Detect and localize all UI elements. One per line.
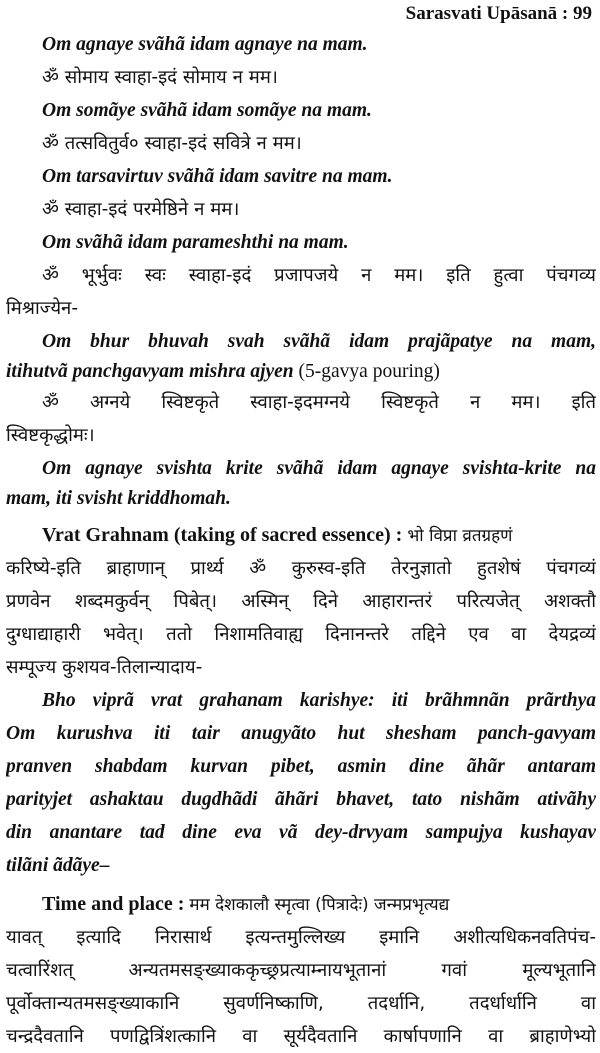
devanagari-text: भो विप्रा व्रतग्रहणं: [407, 526, 513, 546]
devanagari-line: सम्पूज्य कुशयव-तिलान्यादाय-: [6, 657, 203, 678]
roman-line: pranven shabdam kurvan pibet, asmin dine ãhãr antaram: [6, 756, 596, 777]
roman-line: Om agnaye svishta krite svãhã idam agnaye svishta-krite na: [42, 458, 596, 479]
devanagari-line: करिष्ये-इति ब्राहाणान् प्रार्थ्य ॐ कुरुस्व-इति तेरनुज्ञातो हुतशेषं पंचगव्यं: [6, 558, 596, 579]
roman-line: Om bhur bhuvah svah svãhã idam prajãpatye na mam,: [42, 331, 596, 352]
roman-line: din anantare tad dine eva vã dey-drvyam sampujya kushayav: [6, 822, 596, 843]
devanagari-line: दुग्धाद्याहारी भवेत्। ततो निशामतिवाह्य दिनानन्तरे तद्दिने एव वा देयद्रव्यं: [6, 624, 596, 645]
devanagari-line: ॐ अग्नये स्विष्टकृते स्वाहा-इदमग्नये स्विष्टकृते न मम। इति: [42, 392, 596, 413]
roman-line: Om tarsavirtuv svãhã idam savitre na mam.: [42, 166, 393, 187]
devanagari-line: चन्द्रदैवतानि पणद्वित्रिंशत्कानि वा सूर्यदैवतानि कार्षापणानि वा ब्राहाणेभ्यो: [6, 1026, 596, 1047]
devanagari-line: चत्वारिंशत् अन्यतमसङ्ख्याककृच्छ्रप्रत्याम्नायभूतानां गवां मूल्यभूतानि: [6, 960, 596, 981]
devanagari-line: ॐ स्वाहा-इदं परमेष्ठिने न मम।: [42, 199, 240, 220]
devanagari-line: स्विष्टकृद्धोमः।: [6, 425, 95, 446]
roman-line: [6, 358, 596, 386]
devanagari-line: ॐ सोमाय स्वाहा-इदं सोमाय न मम।: [42, 67, 278, 88]
devanagari-line: पूर्वोक्तान्यतमसङ्ख्याकानि सुवर्णनिष्काणि, तदर्धानि, तदर्धार्धानि वा: [6, 993, 596, 1014]
section-heading-line: [6, 888, 596, 921]
gloss-text: (5-gavya pouring): [298, 361, 440, 382]
devanagari-line: ॐ तत्सवितुर्व० स्वाहा-इदं सवित्रे न मम।: [42, 133, 302, 154]
roman-line: Om agnaye svãhã idam agnaye na mam.: [42, 34, 368, 55]
section-heading: Vrat Grahnam (taking of sacred essence) :: [42, 524, 408, 546]
devanagari-text: मम देशकालौ स्मृत्वा (पित्रादेः) जन्मप्रभृत्यद्य: [189, 895, 450, 915]
devanagari-line: मिश्राज्येन-: [6, 298, 78, 319]
roman-line: Om somãye svãhã idam somãye na mam.: [42, 100, 372, 121]
roman-line: mam, iti svisht kriddhomah.: [6, 488, 231, 509]
running-header: Sarasvati Upāsanā : 99: [405, 3, 592, 24]
section-heading: Time and place :: [42, 893, 190, 915]
roman-text: itihutvã panchgavyam mishra ajyen: [6, 361, 299, 382]
devanagari-line: ॐ भूर्भुवः स्वः स्वाहा-इदं प्रजापजये न मम। इति हुत्वा पंचगव्य: [42, 265, 596, 286]
roman-line: Om svãhã idam parameshthi na mam.: [42, 232, 349, 253]
section-heading-line: [6, 519, 596, 552]
roman-line: tilãni ãdãye–: [6, 855, 110, 876]
devanagari-line: यावत् इत्यादि निरासार्थ इत्यन्तमुल्लिख्य इमानि अशीत्यधिकनवतिपंच-: [6, 927, 596, 948]
roman-line: Om kurushva iti tair anugyãto hut shesham panch-gavyam: [6, 723, 596, 744]
roman-line: Bho viprã vrat grahanam karishye: iti brãhmnãn prãrthya: [42, 690, 596, 711]
devanagari-line: प्रणवेन शब्दमकुर्वन् पिबेत्। अस्मिन् दिने आहारान्तरं परित्यजेत् अशक्तौ: [6, 591, 596, 612]
roman-line: parityjet ashaktau dugdhãdi ãhãri bhavet, tato nishãm ativãhy: [6, 789, 596, 810]
